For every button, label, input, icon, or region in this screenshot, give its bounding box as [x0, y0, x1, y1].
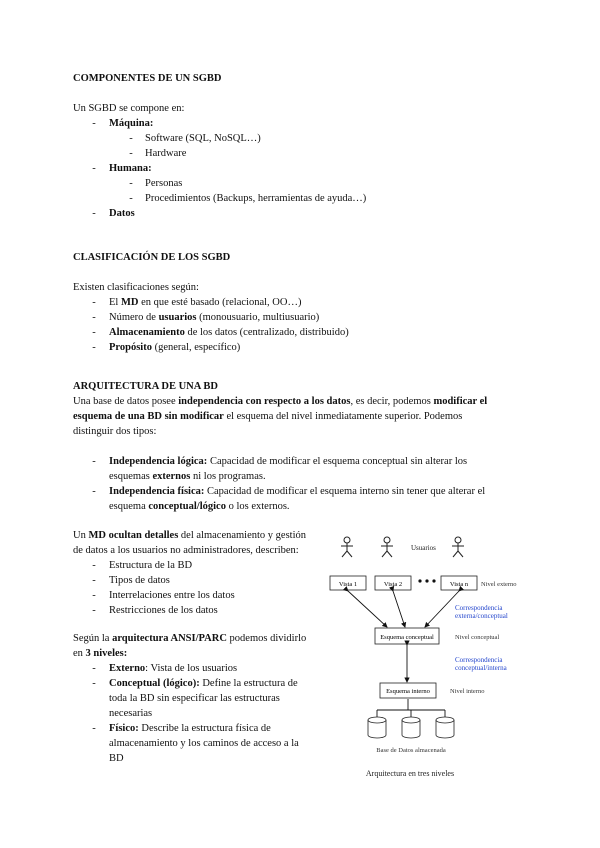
bullet-dash: - [92, 312, 96, 323]
mapping-arrow [393, 591, 405, 627]
para-line-2: esquema de una BD sin modificar el esquema del nivel inmediatamente superior. Podemos [73, 411, 463, 422]
label-esquema-conceptual: Esquema conceptual [380, 634, 434, 641]
label-nivel-interno: Nivel interno [450, 688, 485, 695]
heading-clasificacion: CLASIFICACIÓN DE LOS SGBD [73, 252, 231, 263]
user-figure-icon [381, 537, 393, 557]
level-externo: Externo: Vista de los usuarios [109, 663, 238, 674]
item-personas: Personas [145, 178, 183, 189]
heading-componentes: COMPONENTES DE UN SGBD [73, 73, 222, 84]
md-line-2: de datos a los usuarios no administradores, describen: [73, 545, 299, 556]
item-indep-logica-cont: esquemas externos ni los programas. [109, 471, 266, 482]
md-line-1: Un MD ocultan detalles del almacenamiento y gestión [73, 530, 307, 541]
item-proposito: Propósito (general, específico) [109, 342, 241, 353]
label-bd-almacenada: Base de Datos almacenada [376, 747, 446, 754]
database-cylinder-icon [436, 717, 454, 738]
bullet-dash: - [92, 342, 96, 353]
item-software: Software (SQL, NoSQL…) [145, 133, 261, 144]
md-item: Interrelaciones entre los datos [109, 590, 235, 601]
md-item: Restricciones de los datos [109, 605, 218, 616]
label-vista-2: Vista 2 [383, 581, 403, 588]
bullet-dash: - [129, 193, 133, 204]
para-line-3: distinguir dos tipos: [73, 426, 157, 437]
ellipsis-dot-icon [418, 579, 421, 582]
bullet-dash: - [92, 605, 96, 616]
bullet-dash: - [129, 178, 133, 189]
md-item: Estructura de la BD [109, 560, 193, 571]
level-fisico-cont: almacenamiento y los caminos de acceso a la [109, 738, 299, 749]
user-figure-icon [341, 537, 353, 557]
database-cylinder-icon [368, 717, 386, 738]
label-vista-n: Vista n [449, 581, 469, 588]
database-cylinder-icon [402, 717, 420, 738]
user-figure-icon [452, 537, 464, 557]
ansi-line-1: Según la arquitectura ANSI/PARC podemos dividirlo [73, 633, 307, 644]
level-fisico-cont: BD [109, 753, 124, 764]
bullet-dash: - [92, 723, 96, 734]
mapping-arrow [425, 591, 459, 627]
bullet-dash: - [92, 663, 96, 674]
label-nivel-externo: Nivel externo [481, 581, 517, 588]
item-indep-fisica-cont: esquema conceptual/lógico o los externos. [109, 501, 290, 512]
level-conceptual-cont: toda la BD sin especificar las estructuras [109, 693, 280, 704]
item-indep-logica: Independencia lógica: Capacidad de modificar el esquema conceptual sin alterar los [109, 456, 468, 467]
bullet-dash: - [129, 148, 133, 159]
bullet-dash: - [92, 456, 96, 467]
bullet-dash: - [92, 678, 96, 689]
bullet-dash: - [92, 118, 96, 129]
label-vista-1: Vista 1 [338, 581, 358, 588]
item-almacenamiento: Almacenamiento de los datos (centralizado, distribuido) [109, 327, 349, 338]
three-level-architecture-diagram [325, 530, 575, 790]
bullet-dash: - [92, 560, 96, 571]
bullet-dash: - [92, 575, 96, 586]
bullet-dash: - [92, 297, 96, 308]
bullet-dash: - [92, 163, 96, 174]
item-humana: Humana: [109, 163, 152, 174]
bullet-dash: - [92, 327, 96, 338]
bullet-dash: - [92, 486, 96, 497]
label-esquema-interno: Esquema interno [386, 688, 430, 695]
mapping-arrow [348, 591, 387, 627]
bullet-dash: - [129, 133, 133, 144]
diagram-caption: Arquitectura en tres niveles [365, 769, 455, 778]
item-hardware: Hardware [145, 148, 187, 159]
label-corr-conc-int-2: conceptual/interna [455, 664, 507, 672]
label-corr-ext-conc-2: externa/conceptual [455, 612, 508, 620]
bullet-dash: - [92, 590, 96, 601]
ellipsis-dot-icon [432, 579, 435, 582]
bullet-dash: - [92, 208, 96, 219]
label-corr-conc-int-1: Correspondencia [455, 656, 503, 664]
label-usuarios: Usuarios [411, 544, 436, 552]
item-procedimientos: Procedimientos (Backups, herramientas de ayuda…) [145, 193, 367, 204]
md-item: Tipos de datos [109, 575, 170, 586]
item-datos: Datos [109, 208, 135, 219]
sec2-intro: Existen clasificaciones según: [73, 282, 199, 293]
label-nivel-conceptual: Nivel conceptual [455, 634, 500, 641]
heading-arquitectura: ARQUITECTURA DE UNA BD [73, 381, 218, 392]
ansi-line-2: en 3 niveles: [73, 648, 128, 659]
item-md: El MD en que esté basado (relacional, OO…) [109, 297, 302, 308]
label-corr-ext-conc-1: Correspondencia [455, 604, 503, 612]
ellipsis-dot-icon [425, 579, 428, 582]
item-usuarios: Número de usuarios (monousuario, multiusuario) [109, 312, 320, 323]
level-conceptual-cont: necesarias [109, 708, 153, 719]
level-conceptual: Conceptual (lógico): Define la estructura de [109, 678, 298, 689]
para-line-1: Una base de datos posee independencia con respecto a los datos, es decir, podemos modificar el [73, 396, 488, 407]
item-maquina: Máquina: [109, 118, 154, 129]
sec1-intro: Un SGBD se compone en: [73, 103, 185, 114]
level-fisico: Físico: Describe la estructura física de [109, 723, 271, 734]
item-indep-fisica: Independencia física: Capacidad de modificar el esquema interno sin tener que alterar el [109, 486, 486, 497]
